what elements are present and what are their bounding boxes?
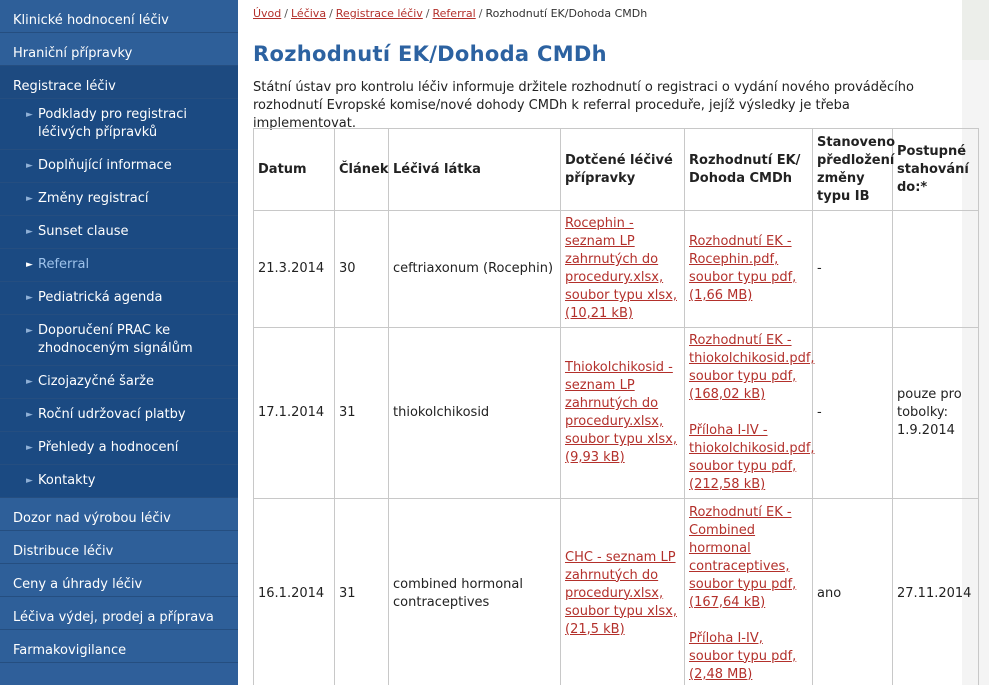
sidebar-item-label: Ceny a úhrady léčiv (13, 577, 143, 592)
sidebar-subitem-sunset-clause[interactable] (0, 216, 238, 249)
header-products: Dotčené léčivé přípravky (561, 129, 685, 211)
chevron-right-icon: ► (26, 227, 33, 237)
intro-text: Státní ústav pro kontrolu léčiv informuje držitele rozhodnutí o registraci o vydání nového prováděcího rozhodnutí Evropské komise/nové dohody CMDh k referral proceduře, jejíž výsledky je třeba implementovat. (253, 80, 914, 131)
breadcrumb-home[interactable]: Úvod (253, 7, 282, 20)
table-row (254, 211, 979, 328)
annex-file-link[interactable]: Příloha I-IV, soubor typu pdf, (2,48 MB) (689, 630, 797, 682)
sidebar-item-klinicke-hodnoceni[interactable] (0, 0, 238, 33)
cell-products (561, 499, 685, 685)
chevron-right-icon: ► (26, 377, 33, 387)
header-decision: Rozhodnutí EK/ Dohoda CMDh (685, 129, 813, 211)
sidebar-item-label: Pediatrická agenda (38, 290, 163, 305)
products-file-link[interactable]: CHC - seznam LP zahrnutých do procedury.xlsx, soubor typu xlsx, (21,5 kB) (565, 549, 677, 637)
sidebar-item-vydej-prodej[interactable] (0, 597, 238, 630)
breadcrumb-referral[interactable]: Referral (432, 7, 476, 20)
cell-substance: ceftriaxonum (Rocephin) (389, 211, 561, 328)
chevron-right-icon: ► (26, 110, 33, 120)
sidebar-subitem-prehledy[interactable] (0, 432, 238, 465)
cell-decision (685, 499, 813, 685)
cell-decision (685, 211, 813, 328)
cell-decision (685, 328, 813, 499)
sidebar-subitem-podklady[interactable] (0, 99, 238, 150)
breadcrumb-separator: / (425, 7, 430, 20)
sidebar-item-ceny-uhrady[interactable] (0, 564, 238, 597)
sidebar-item-label: Hraniční přípravky (13, 46, 133, 61)
cell-products (561, 211, 685, 328)
cell-date: 21.3.2014 (254, 211, 335, 328)
cell-date: 16.1.2014 (254, 499, 335, 685)
sidebar-nav (0, 0, 238, 685)
chevron-right-icon: ► (26, 293, 33, 303)
cell-article: 31 (335, 499, 389, 685)
sidebar-subitem-cizojazycne-sarze[interactable] (0, 366, 238, 399)
sidebar-subitem-referral[interactable] (0, 249, 238, 282)
cell-ib: - (813, 211, 893, 328)
breadcrumb-separator: / (478, 7, 483, 20)
annex-file-link[interactable]: Příloha I-IV - thiokolchikosid.pdf, soubor typu pdf, (212,58 kB) (689, 423, 815, 492)
table-row (254, 328, 979, 499)
chevron-right-icon: ► (26, 410, 33, 420)
breadcrumb-registrace[interactable]: Registrace léčiv (335, 7, 423, 20)
sidebar-item-label: Doplňující informace (38, 158, 172, 173)
cell-products (561, 328, 685, 499)
header-withdrawal: Postupné stahování do:* (893, 129, 979, 211)
sidebar-item-label: Referral (38, 257, 90, 272)
products-file-link[interactable]: Thiokolchikosid - seznam LP zahrnutých do procedury.xlsx, soubor typu xlsx, (9,93 kB) (565, 360, 677, 465)
header-substance: Léčivá látka (389, 129, 561, 211)
sidebar-item-label: Kontakty (38, 473, 96, 488)
chevron-right-icon: ► (26, 326, 33, 336)
sidebar-item-label: Sunset clause (38, 224, 129, 239)
decisions-table (253, 128, 979, 685)
cell-withdrawal: 27.11.2014 (893, 499, 979, 685)
cell-ib: - (813, 328, 893, 499)
cell-ib: ano (813, 499, 893, 685)
chevron-right-icon: ► (26, 260, 33, 270)
header-date: Datum (254, 129, 335, 211)
right-edge-top (962, 0, 989, 60)
cell-date: 17.1.2014 (254, 328, 335, 499)
sidebar-subitem-kontakty[interactable] (0, 465, 238, 498)
decision-file-link[interactable]: Rozhodnutí EK - thiokolchikosid.pdf, soubor typu pdf, (168,02 kB) (689, 333, 815, 402)
sidebar-subitem-zmeny-registraci[interactable] (0, 183, 238, 216)
cell-article: 31 (335, 328, 389, 499)
decision-file-link[interactable]: Rozhodnutí EK - Combined hormonal contraceptives, soubor typu pdf, (167,64 kB) (689, 504, 797, 610)
cell-withdrawal (893, 211, 979, 328)
sidebar-item-farmakovigilance[interactable] (0, 630, 238, 663)
sidebar-subitem-doplnujici-informace[interactable] (0, 150, 238, 183)
sidebar-subitem-pediatricka-agenda[interactable] (0, 282, 238, 315)
sidebar-item-label: Cizojazyčné šarže (38, 374, 154, 389)
sidebar-item-label: Přehledy a hodnocení (38, 440, 179, 455)
breadcrumb (253, 7, 647, 20)
chevron-right-icon: ► (26, 161, 33, 171)
products-file-link[interactable]: Rocephin - seznam LP zahrnutých do procedury.xlsx, soubor typu xlsx, (10,21 kB) (565, 216, 677, 321)
sidebar-item-label: Změny registrací (38, 191, 149, 206)
chevron-right-icon: ► (26, 194, 33, 204)
cell-substance: combined hormonal contraceptives (389, 499, 561, 685)
table-header-row (254, 129, 979, 211)
sidebar-subitem-doporuceni-prac[interactable] (0, 315, 238, 366)
sidebar-item-label: Roční udržovací platby (38, 407, 186, 422)
sidebar-item-label: Doporučení PRAC ke zhodnoceným signálům (38, 323, 193, 356)
breadcrumb-separator: / (284, 7, 288, 20)
breadcrumb-current: Rozhodnutí EK/Dohoda CMDh (485, 7, 648, 20)
sidebar-item-label: Farmakovigilance (13, 643, 127, 658)
decision-file-link[interactable]: Rozhodnutí EK - Rocephin.pdf, soubor typu pdf, (1,66 MB) (689, 234, 797, 303)
sidebar-item-label: Klinické hodnocení léčiv (13, 13, 169, 28)
sidebar-subitem-rocni-platby[interactable] (0, 399, 238, 432)
sidebar-item-distribuce[interactable] (0, 531, 238, 564)
breadcrumb-separator: / (329, 7, 333, 20)
table-row (254, 499, 979, 685)
sidebar-item-hranicni-pripravky[interactable] (0, 33, 238, 66)
sidebar-item-label: Léčiva výdej, prodej a příprava (13, 610, 214, 625)
page-title: Rozhodnutí EK/Dohoda CMDh (253, 42, 607, 66)
sidebar-item-label: Registrace léčiv (13, 79, 116, 94)
cell-substance: thiokolchikosid (389, 328, 561, 499)
sidebar-item-registrace-leciv[interactable] (0, 66, 238, 99)
cell-article: 30 (335, 211, 389, 328)
breadcrumb-leciva[interactable]: Léčiva (291, 7, 327, 20)
chevron-right-icon: ► (26, 476, 33, 486)
header-article: Článek (335, 129, 389, 211)
header-ib: Stanoveno předložení změny typu IB (813, 129, 893, 211)
sidebar-item-label: Distribuce léčiv (13, 544, 114, 559)
cell-withdrawal: pouze pro tobolky: 1.9.2014 (893, 328, 979, 499)
sidebar-item-dozor[interactable] (0, 498, 238, 531)
sidebar-item-label: Podklady pro registraci léčivých přípravků (38, 107, 188, 140)
chevron-right-icon: ► (26, 443, 33, 453)
sidebar-item-label: Dozor nad výrobou léčiv (13, 511, 171, 526)
